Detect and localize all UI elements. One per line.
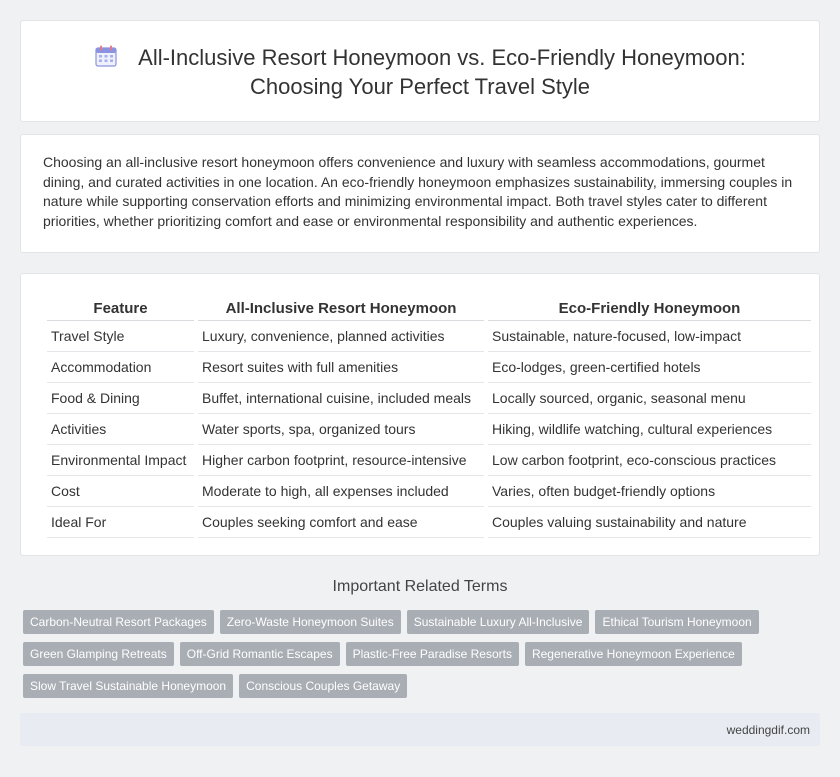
related-term-tag[interactable]: Ethical Tourism Honeymoon (595, 610, 758, 634)
table-row (47, 414, 811, 445)
related-term-tag[interactable]: Carbon-Neutral Resort Packages (23, 610, 214, 634)
eco-cell: Couples valuing sustainability and nature (488, 507, 811, 538)
footer (20, 713, 820, 746)
feature-cell: Food & Dining (47, 383, 194, 414)
feature-cell: Cost (47, 476, 194, 507)
related-term-tag[interactable]: Green Glamping Retreats (23, 642, 174, 666)
table-header-row (47, 294, 811, 321)
table-row (47, 445, 811, 476)
table-row (47, 321, 811, 352)
related-term-tag[interactable]: Off-Grid Romantic Escapes (180, 642, 340, 666)
title-line-2: Choosing Your Perfect Travel Style (250, 74, 590, 99)
feature-cell: Ideal For (47, 507, 194, 538)
resort-cell: Moderate to high, all expenses included (198, 476, 484, 507)
eco-cell: Low carbon footprint, eco-conscious practices (488, 445, 811, 476)
resort-cell: Resort suites with full amenities (198, 352, 484, 383)
page-title (21, 43, 819, 101)
eco-cell: Eco-lodges, green-certified hotels (488, 352, 811, 383)
header-feature: Feature (47, 294, 194, 321)
resort-cell: Higher carbon footprint, resource-intensive (198, 445, 484, 476)
intro-paragraph: Choosing an all-inclusive resort honeymoon offers convenience and luxury with seamless accommodations, gourmet dining, and curated activities in one location. An eco-friendly honeymoon emphasizes sustainability, immersing couples in nature while supporting conservation efforts and minimizing environmental impact. Both travel styles cater to different priorities, whether prioritizing comfort and ease or environmental responsibility and authentic experiences. (43, 154, 793, 229)
table-row (47, 383, 811, 414)
feature-cell: Travel Style (47, 321, 194, 352)
table-row (47, 476, 811, 507)
related-term-tag[interactable]: Conscious Couples Getaway (239, 674, 407, 698)
table-row (47, 352, 811, 383)
resort-cell: Couples seeking comfort and ease (198, 507, 484, 538)
calendar-icon (94, 44, 118, 68)
eco-cell: Varies, often budget-friendly options (488, 476, 811, 507)
header-eco-friendly: Eco-Friendly Honeymoon (488, 294, 811, 321)
related-term-tag[interactable]: Zero-Waste Honeymoon Suites (220, 610, 401, 634)
comparison-table (43, 294, 815, 538)
footer-site-name[interactable]: weddingdif.com (726, 723, 810, 737)
header-all-inclusive: All-Inclusive Resort Honeymoon (198, 294, 484, 321)
resort-cell: Luxury, convenience, planned activities (198, 321, 484, 352)
title-card (20, 20, 820, 122)
related-term-tag[interactable]: Plastic-Free Paradise Resorts (346, 642, 519, 666)
eco-cell: Locally sourced, organic, seasonal menu (488, 383, 811, 414)
resort-cell: Water sports, spa, organized tours (198, 414, 484, 445)
feature-cell: Activities (47, 414, 194, 445)
related-term-tag[interactable]: Slow Travel Sustainable Honeymoon (23, 674, 233, 698)
related-terms-heading: Important Related Terms (332, 578, 508, 595)
related-terms-list (20, 610, 800, 706)
related-term-tag[interactable]: Regenerative Honeymoon Experience (525, 642, 742, 666)
title-line-1: All-Inclusive Resort Honeymoon vs. Eco-Friendly Honeymoon: (21, 43, 819, 72)
feature-cell: Accommodation (47, 352, 194, 383)
related-term-tag[interactable]: Sustainable Luxury All-Inclusive (407, 610, 590, 634)
intro-card (20, 134, 820, 253)
table-row (47, 507, 811, 538)
eco-cell: Hiking, wildlife watching, cultural experiences (488, 414, 811, 445)
feature-cell: Environmental Impact (47, 445, 194, 476)
resort-cell: Buffet, international cuisine, included meals (198, 383, 484, 414)
comparison-card (20, 273, 820, 556)
eco-cell: Sustainable, nature-focused, low-impact (488, 321, 811, 352)
